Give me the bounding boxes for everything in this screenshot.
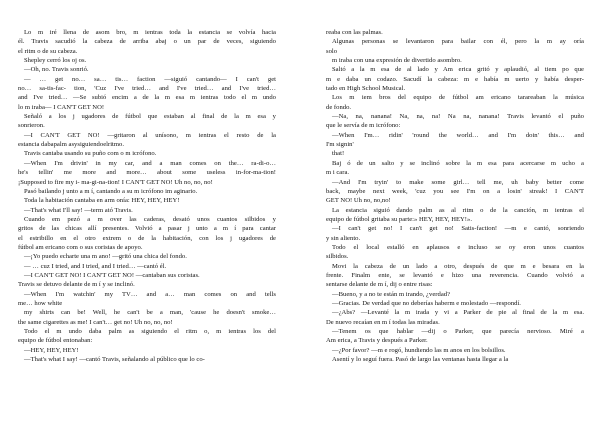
text-line: me… how white bbox=[18, 299, 63, 307]
text-line: Pasó bailando j unto a m í, cantando a su m icrófono im aginario. bbox=[24, 187, 198, 195]
text-line: —HEY, HEY, HEY! bbox=[24, 346, 79, 354]
text-line: Saltó a la m esa de al lado y Am erica gritó y aplaudió, al tiem po que bbox=[332, 66, 584, 74]
text-line: the same cigarettes as me! I can't… get no! Uh no, no, no! bbox=[18, 318, 173, 326]
text-line: el ritm o de su cabeza. bbox=[18, 47, 78, 55]
text-line: —When I'm drivin' in my car, and a man comes on the… ra-di-o… bbox=[24, 159, 276, 167]
text-line: Todo el local estalló en aplausos e incluso se oy eron unos cuantos bbox=[332, 243, 584, 251]
text-line: ¡Supposed to fire my i- ma-gi-na-tion! I CAN'T GET NO! Uh no, no, no! bbox=[18, 178, 213, 186]
text-line: fútbol am ericano com o sus coristas de apoyo. bbox=[18, 243, 143, 251]
text-line: —That's what I say! —cantó Travis, señalando al público que lo co- bbox=[24, 356, 205, 364]
text-line: el estribillo en el otro extrem o de la habitación, con los j ugadores de bbox=[18, 234, 276, 242]
text-line: Toda la habitación cantaba en arm onía: HEY, HEY, HEY! bbox=[24, 197, 180, 205]
right-page bbox=[326, 28, 584, 420]
text-line: — … get no… sa… tis… faction —siguió cantando— I can't get bbox=[24, 75, 276, 83]
text-line: Travis se detuvo delante de m í y se inclinó. bbox=[18, 281, 135, 289]
text-line: Baj ó de un salto y se inclinó sobre la m esa para acercarse m ucho a bbox=[332, 159, 584, 167]
text-line: —Gracias. De verdad que no deberías haberm e molestado —respondí. bbox=[332, 299, 521, 307]
text-line: I'm signin' bbox=[326, 141, 354, 149]
text-line: no… sa-tis-fac- tion, 'Cuz I've tried… and I've tried… and I've tried… bbox=[18, 85, 276, 93]
text-line: equipo de fútbol entonaban: bbox=[18, 337, 93, 345]
text-line: m e daba un codazo. Sacudí la cabeza: m e había m uerto y había desper- bbox=[326, 75, 584, 83]
text-line: equipo de fútbol gritaba su parte:» HEY, HEY, HEY!». bbox=[326, 215, 473, 223]
text-line: GET NO! Uh no, no,no! bbox=[326, 197, 391, 205]
text-line: —¿Abs? —Levanté la m irada y vi a Parker de pie al final de la m esa. bbox=[332, 309, 584, 317]
text-line: back, maybe next week, 'cuz you see I'm on a losin' streak! I CAN'T bbox=[326, 187, 584, 195]
text-line: Cuando em pezó a m over las caderas, desató unos cuantos silbidos y bbox=[24, 215, 276, 223]
text-line: —Tenem os que hablar —dij o Parker, que parecía nervioso. Miré a bbox=[332, 328, 584, 335]
text-line: lo m iraba— I CAN'T GET NO! bbox=[18, 103, 105, 111]
text-line: and I've tried… —Se subió encim a de la m esa m ientras todo el m undo bbox=[18, 94, 276, 102]
text-line: —That's what I'll say! —term ató Travis. bbox=[24, 206, 133, 214]
text-line: —When I'm… ridin' 'round the world… and I'm doin' this… and bbox=[332, 131, 584, 139]
text-line: Travis cantaba usando su puño com o m icrófono. bbox=[24, 150, 157, 158]
text-line: my shirts can be! Well, he can't be a man, 'cause he doesn't smoke… bbox=[24, 309, 276, 317]
text-line: Am erica, a Travis y después a Parker. bbox=[326, 337, 428, 345]
text-line: m i cara. bbox=[326, 169, 350, 177]
text-line: Los m iem bros del equipo de fútbol am ericano tarareaban la música bbox=[332, 94, 584, 102]
text-line: that! bbox=[332, 150, 345, 158]
text-line: Movi la cabeza de un lado a otro, después de que m e besara en la bbox=[332, 262, 584, 270]
text-line: él. Travis sacudió la cabeza de arriba abaj o un par de veces, siguiendo bbox=[18, 38, 276, 46]
text-line: Todo el m undo daba palm as siguiendo el ritm o, m ientras los del bbox=[24, 328, 276, 335]
text-line: sonrieron. bbox=[18, 122, 45, 130]
text-line: —Oh, no. Travis sonrió. bbox=[24, 66, 89, 74]
text-line: La estancia siguió dando palm as al ritm o de la canción, m ientras el bbox=[332, 206, 584, 214]
text-line: —I can't get no! I can't get no! Satis-faction! —m e cantó, sonriendo bbox=[332, 225, 584, 233]
text-line: Shepley cerró los oj os. bbox=[24, 57, 87, 65]
text-line: —When I'm watchin' my TV… and a… man comes on and tells bbox=[24, 290, 276, 298]
text-line: De nuevo recaían en m í todas las miradas. bbox=[326, 318, 440, 326]
text-line: gritos de las chicas allí presentes. Volvió a pasar j unto a m í para cantar bbox=[18, 225, 276, 233]
text-line: —¡Yo puedo echarte una m ano! —gritó una chica del fondo. bbox=[24, 253, 187, 261]
text-line: —And I'm tryin' to make some girl… tell me, uh baby better come bbox=[332, 178, 584, 186]
text-line: Lo m iré llena de asom bro, m ientras toda la estancia se volvía hacia bbox=[24, 29, 276, 36]
text-line: —I CAN'T GET NO! I CAN'T GET NO! —cantaban sus coristas. bbox=[24, 271, 200, 279]
text-line: y sin aliento. bbox=[326, 234, 361, 242]
text-line: frente. Finalm ente, se levantó e hizo una reverencia. Cuando volvió a bbox=[326, 271, 584, 279]
text-line: Asentí y lo seguí fuera. Pasó de largo las ventanas hasta llegar a la bbox=[332, 356, 509, 364]
text-line: —I CAN'T GET NO! —gritaron al unísono, m ientras el resto de la bbox=[24, 131, 276, 139]
text-line: Señaló a los j ugadores de fútbol que estaban al final de la m esa y bbox=[24, 113, 276, 121]
text-line: sentarse delante de m í, dij o entre risas: bbox=[326, 281, 433, 289]
text-line: estancia dabapalm asysiguiendoelritmo. bbox=[18, 141, 125, 149]
text-line: Algunas personas se levantaron para bailar con él, pero la m ay oría bbox=[332, 38, 584, 46]
text-line: solo bbox=[326, 47, 338, 55]
text-line: —Na, na, nanana! Na, na, na! Na na, nanana! Travis levantó el puño bbox=[332, 113, 584, 121]
text-line: de fondo. bbox=[326, 103, 352, 111]
text-line: he's tellin' me more and more… about some useless in-for-ma-tion! bbox=[18, 169, 276, 177]
text-line: —¿Por favor? —m e rogó, hundiendo las m anos en los bolsillos. bbox=[332, 346, 506, 354]
text-line: m iraba con una expresión de divertido asombro. bbox=[332, 57, 462, 65]
text-line: que le servía de m icrófono: bbox=[326, 122, 401, 130]
text-line: —Bueno, y a no te están m irando, ¿verdad? bbox=[332, 290, 451, 298]
left-page bbox=[18, 28, 276, 420]
text-line: — … cuz I tried, and I tried, and I tried… —cantó él. bbox=[24, 262, 167, 270]
text-line: reaba con las palmas. bbox=[326, 29, 383, 36]
text-line: silbidos. bbox=[326, 253, 349, 261]
text-line: tado en High School Musical. bbox=[326, 85, 406, 93]
